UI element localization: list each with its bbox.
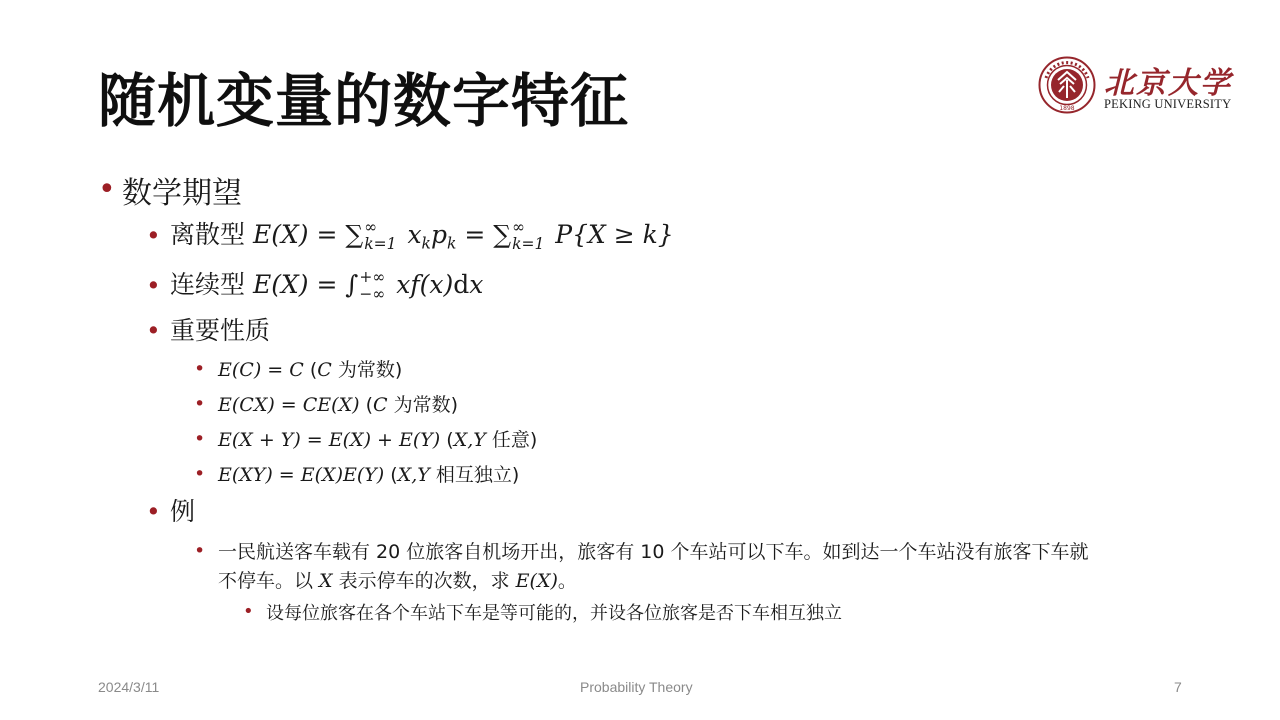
continuous-lhs: E(X) = [252, 270, 338, 299]
university-name-en: PEKING UNIVERSITY [1104, 97, 1232, 111]
term-x-sub: k [421, 234, 431, 253]
integral-symbol: ∫ [345, 270, 359, 299]
property-item: E(X + Y) = E(X) + E(Y) (X,Y 任意) [218, 429, 538, 451]
footer-date: 2024/3/11 [98, 679, 160, 695]
integrand: xf(x) [396, 270, 454, 299]
footer-course: Probability Theory [580, 679, 693, 695]
seal-year: 1898 [1059, 105, 1075, 112]
differential-d: d [453, 270, 470, 299]
bullet-dot: • [194, 540, 206, 562]
bullet-dot: • [194, 428, 206, 450]
integral-upper-limit: +∞ [359, 267, 386, 286]
footer-page-number: 7 [1174, 679, 1182, 695]
bullet-dot: • [243, 601, 254, 622]
property-item: E(C) = C (C 为常数) [218, 359, 403, 381]
university-logo [1038, 56, 1238, 116]
bullet-dot: • [146, 221, 161, 250]
continuous-label: 连续型 [170, 270, 246, 299]
example-problem-line1: 一民航送客车载有 20 位旅客自机场开出，旅客有 10 个车站可以下车。如到达一个车站没有旅客下车就 [218, 541, 1089, 563]
example-hint: 设每位旅客在各个车站下车是等可能的，并设各位旅客是否下车相互独立 [266, 603, 842, 624]
bullet-dot: • [194, 358, 206, 380]
properties-heading: 重要性质 [170, 316, 271, 345]
discrete-label: 离散型 [170, 220, 246, 249]
property-item: E(XY) = E(X)E(Y) (X,Y 相互独立) [218, 464, 520, 486]
term-x: x [407, 220, 422, 249]
differential-x: x [469, 270, 484, 299]
bullet-dot: • [194, 463, 206, 485]
section-heading: 数学期望 [122, 176, 242, 211]
page-title: 随机变量的数字特征 [98, 67, 630, 135]
example-problem-line2: 不停车。以 X 表示停车的次数，求 E(X)。 [218, 570, 577, 592]
sum-upper-limit: ∞ [512, 217, 526, 236]
continuous-formula [170, 265, 483, 303]
property-item: E(CX) = CE(X) (C 为常数) [218, 394, 458, 416]
term-p-sub: k [446, 234, 457, 253]
integral-lower-limit: −∞ [359, 285, 386, 303]
bullet-dot: • [146, 316, 161, 345]
sum-upper-limit: ∞ [364, 217, 378, 236]
bullet-dot: • [146, 271, 161, 300]
equals-sign: = [464, 220, 486, 249]
example-heading: 例 [170, 497, 196, 526]
discrete-formula [170, 215, 674, 253]
sum-symbol: ∑ [345, 220, 364, 249]
university-name-cn: 北京大学 [1104, 66, 1232, 101]
bullet-dot: • [98, 172, 116, 207]
bullet-dot: • [194, 393, 206, 415]
term-p: p [430, 220, 447, 249]
tail-prob-term: P{X ≥ k} [555, 220, 674, 249]
sum-lower-limit: k=1 [512, 235, 545, 253]
bullet-dot: • [146, 497, 161, 526]
sum-lower-limit: k=1 [364, 235, 397, 253]
university-seal-icon [1038, 56, 1096, 114]
sum-symbol: ∑ [493, 220, 512, 249]
discrete-lhs: E(X) = [252, 220, 338, 249]
